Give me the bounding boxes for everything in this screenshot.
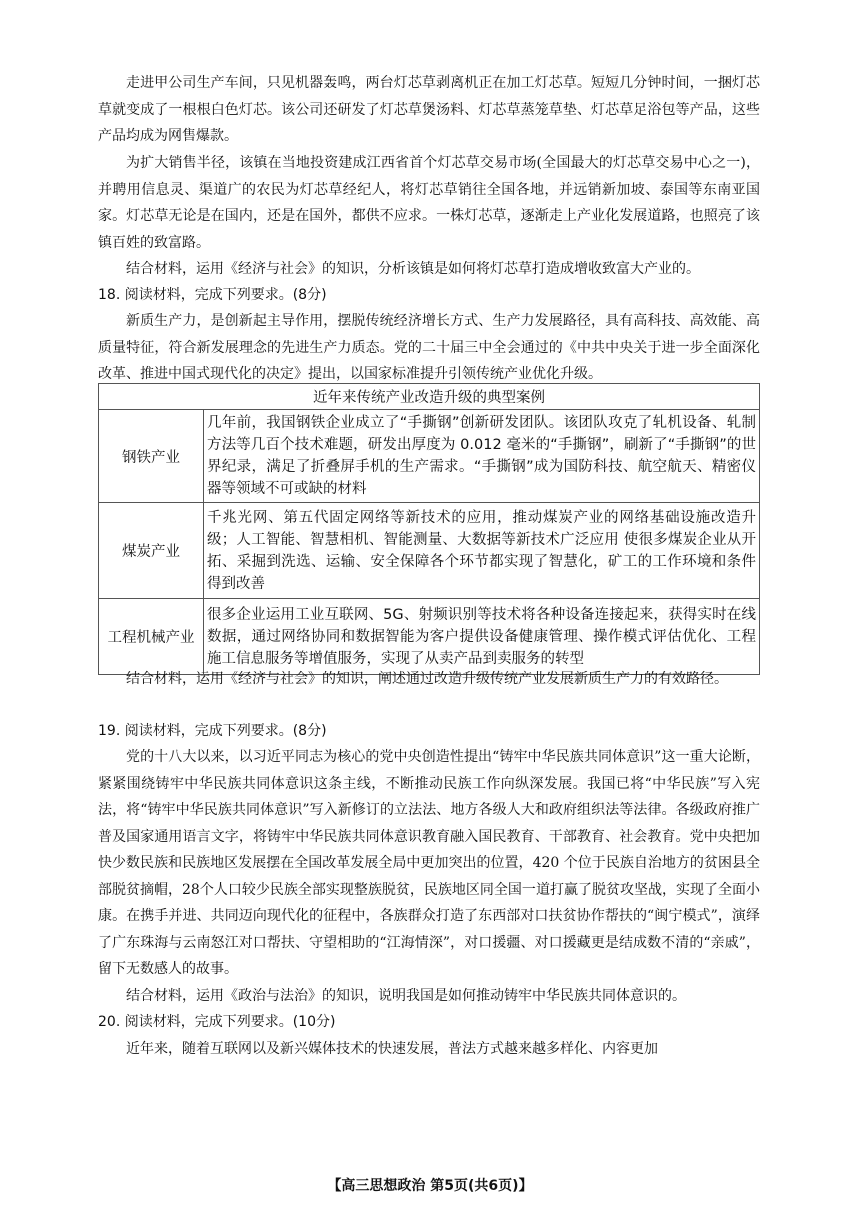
question-17-task: 结合材料，运用《经济与社会》的知识，分析该镇是如何将灯芯草打造成增收致富大产业的。 xyxy=(126,261,700,277)
question-20-material: 近年来，随着互联网以及新兴媒体技术的快速发展，普法方式越来越多样化、内容更加 xyxy=(126,1041,658,1057)
question-20-heading: 20. 阅读材料，完成下列要求。(10分) xyxy=(98,1014,336,1030)
question-19-task: 结合材料，运用《政治与法治》的知识，说明我国是如何推动铸牢中华民族共同体意识的。 xyxy=(126,988,686,1004)
industry-name: 钢铁产业 xyxy=(99,410,204,503)
table-row xyxy=(99,503,760,599)
question-18-intro: 新质生产力，是创新起主导作用，摆脱传统经济增长方式、生产力发展路径，具有高科技、高效能、高质量特征，符合新发展理念的先进生产力质态。党的二十届三中全会通过的《中共中央关于进一步全面深化改革、推进中国式现代化的决定》提出，以国家标准提升引领传统产业优化升级。 xyxy=(98,313,760,382)
material-paragraph-market: 为扩大销售半径，该镇在当地投资建成江西省首个灯芯草交易市场(全国最大的灯芯草交易中心之一)，并聘用信息灵、渠道广的农民为灯芯草经纪人，将灯芯草销往全国各地，并远销新加坡、泰国等东南亚国家。灯芯草无论是在国内，还是在国外，都供不应求。一株灯芯草，逐渐走上产业化发展道路，也照亮了该镇百姓的致富路。 xyxy=(98,155,760,251)
table-row xyxy=(99,410,760,503)
industry-name: 工程机械产业 xyxy=(99,599,204,675)
question-18-task: 结合材料，运用《经济与社会》的知识，阐述通过改造升级传统产业发展新质生产力的有效路径。 xyxy=(126,671,728,687)
table-title: 近年来传统产业改造升级的典型案例 xyxy=(99,384,760,410)
table-row xyxy=(99,599,760,675)
material-paragraph-company: 走进甲公司生产车间，只见机器轰鸣，两台灯芯草剥离机正在加工灯芯草。短短几分钟时间，一捆灯芯草就变成了一根根白色灯芯。该公司还研发了灯芯草煲汤料、灯芯草蒸笼草垫、灯芯草足浴包等产品，这些产品均成为网售爆款。 xyxy=(98,75,760,144)
table-title-row xyxy=(99,384,760,410)
page-footer: 【高三思想政治 第5页(共6页)】 xyxy=(327,1178,533,1194)
industry-name: 煤炭产业 xyxy=(99,503,204,599)
question-19-heading: 19. 阅读材料，完成下列要求。(8分) xyxy=(98,723,327,739)
question-19-material: 党的十八大以来，以习近平同志为核心的党中央创造性提出“铸牢中华民族共同体意识”这一重大论断，紧紧围绕铸牢中华民族共同体意识这条主线，不断推动民族工作向纵深发展。我国已将“中华民族”写入宪法，将“铸牢中华民族共同体意识”写入新修订的立法法、地方各级人大和政府组织法等法律。各级政府推广普及国家通用语言文字，将铸牢中华民族共同体意识教育融入国民教育、干部教育、社会教育。党中央把加快少数民族和民族地区发展摆在全国改革发展全局中更加突出的位置，420 个位于民族自治地方的贫困县全部脱贫摘帽，28个人口较少民族全部实现整族脱贫，民族地区同全国一道打赢了脱贫攻坚战，实现了全面小康。在携手并进、共同迈向现代化的征程中，各族群众打造了东西部对口扶贫协作帮扶的“闽宁模式”，演绎了广东珠海与云南怒江对口帮扶、守望相助的“江海情深”，对口援疆、对口援藏更是结成数不清的“亲戚”，留下无数感人的故事。 xyxy=(98,749,760,977)
question-18-heading: 18. 阅读材料，完成下列要求。(8分) xyxy=(98,287,327,303)
industry-cases-table xyxy=(98,383,760,675)
industry-case: 千兆光网、第五代固定网络等新技术的应用，推动煤炭产业的网络基础设施改造升级；人工智能、智慧相机、智能测量、大数据等新技术广泛应用 使很多煤炭企业从开拓、采掘到洗选、运输、安全保障各个环节都实现了智慧化，矿工的工作环境和条件得到改善 xyxy=(204,503,760,599)
industry-case: 很多企业运用工业互联网、5G、射频识别等技术将各种设备连接起来，获得实时在线数据，通过网络协同和数据智能为客户提供设备健康管理、操作模式评估优化、工程施工信息服务等增值服务，实现了从卖产品到卖服务的转型 xyxy=(204,599,760,675)
industry-case: 几年前，我国钢铁企业成立了“手撕钢”创新研发团队。该团队攻克了轧机设备、轧制方法等几百个技术难题，研发出厚度为 0.012 毫米的“手撕钢”，刷新了“手撕钢”的世界纪录，满足了折叠屏手机的生产需求。“手撕钢”成为国防科技、航空航天、精密仪器等领域不可或缺的材料 xyxy=(204,410,760,503)
